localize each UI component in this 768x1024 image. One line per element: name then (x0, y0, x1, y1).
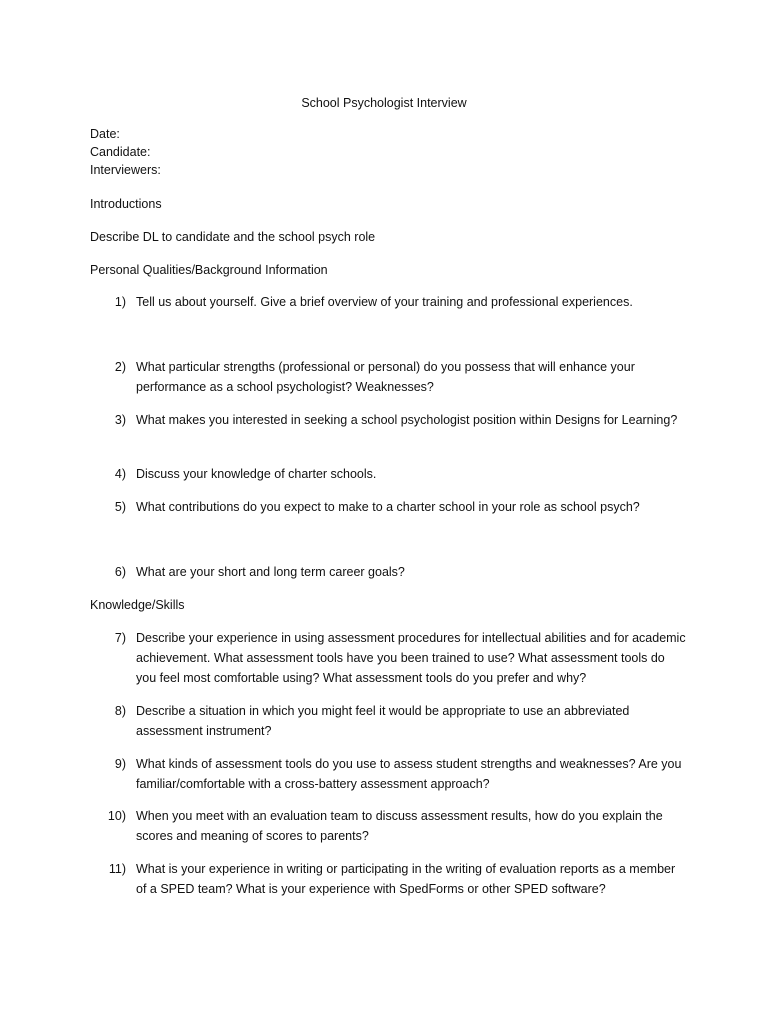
question-number: 7) (114, 631, 126, 645)
question-3 (90, 410, 690, 430)
question-text: Tell us about yourself. Give a brief overview of your training and professional experiences. (136, 295, 633, 309)
question-number: 1) (114, 295, 126, 309)
section-knowledge-heading: Knowledge/Skills (90, 598, 185, 612)
question-number: 4) (114, 467, 126, 481)
question-7 (90, 628, 690, 688)
question-text: When you meet with an evaluation team to discuss assessment results, how do you explain the scores and meaning of scores to parents? (136, 809, 663, 843)
introductions-heading: Introductions (90, 197, 162, 211)
question-10 (90, 806, 690, 846)
question-text: What is your experience in writing or participating in the writing of evaluation reports as a member of a SPED team? What is your experience with SpedForms or other SPED software? (136, 862, 676, 896)
question-number: 8) (114, 704, 126, 718)
question-number: 2) (114, 360, 126, 374)
interviewers-label: Interviewers: (90, 163, 161, 177)
question-1 (90, 292, 690, 312)
question-number: 5) (114, 500, 126, 514)
question-11 (90, 859, 690, 899)
question-number: 6) (114, 565, 126, 579)
question-2 (90, 357, 690, 397)
question-number: 3) (114, 413, 126, 427)
question-4 (90, 464, 690, 484)
candidate-label: Candidate: (90, 145, 151, 159)
question-number: 11) (108, 862, 126, 876)
question-9 (90, 754, 690, 794)
question-5 (90, 497, 690, 517)
question-number: 10) (107, 809, 126, 823)
question-text: What are your short and long term career goals? (136, 565, 405, 579)
question-text: What particular strengths (professional or personal) do you possess that will enhance your performance as a school psychologist? Weaknesses? (136, 360, 635, 394)
question-6 (90, 562, 690, 582)
question-text: Describe your experience in using assessment procedures for intellectual abilities and for academic achievement. What assessment tools have you been trained to use? What assessment tools do you feel most comfortable using? What assessment tools do you prefer and why? (136, 631, 686, 685)
question-text: What makes you interested in seeking a school psychologist position within Designs for Learning? (136, 413, 678, 427)
section-personal-heading: Personal Qualities/Background Information (90, 263, 328, 277)
meta-block (90, 125, 161, 179)
question-8 (90, 701, 690, 741)
date-label: Date: (90, 127, 120, 141)
question-text: Describe a situation in which you might feel it would be appropriate to use an abbreviated assessment instrument? (136, 704, 630, 738)
question-text: What contributions do you expect to make to a charter school in your role as school psych? (136, 500, 640, 514)
describe-line: Describe DL to candidate and the school psych role (90, 230, 376, 244)
page-title: School Psychologist Interview (301, 96, 467, 110)
question-text: Discuss your knowledge of charter schools. (136, 467, 377, 481)
question-number: 9) (114, 757, 126, 771)
question-text: What kinds of assessment tools do you use to assess student strengths and weaknesses? Are you familiar/comfortable with a cross-battery assessment approach? (136, 757, 682, 791)
